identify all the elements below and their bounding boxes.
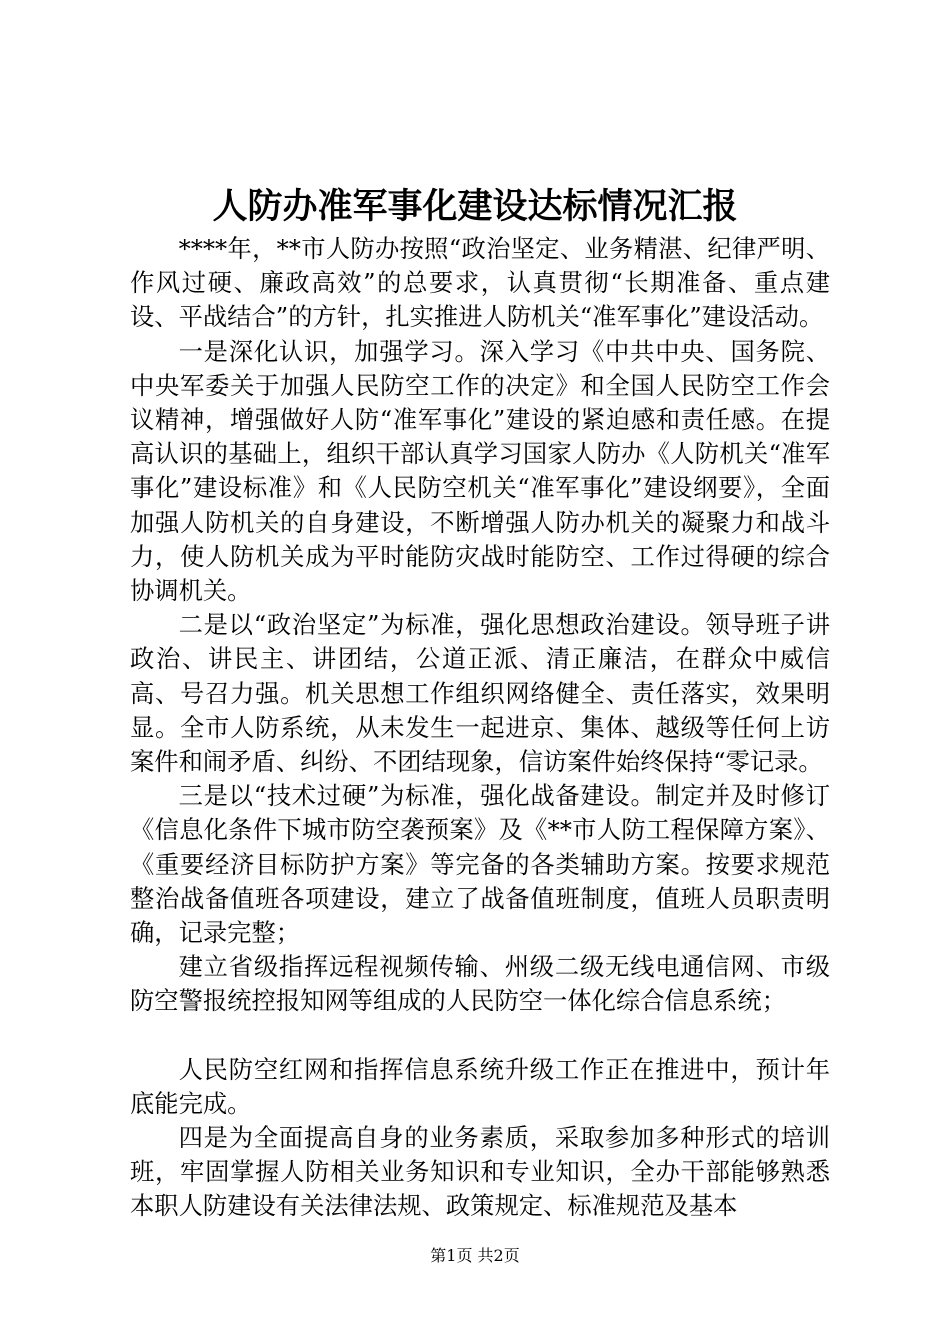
paragraph-intro: ****年，**市人防办按照“政治坚定、业务精湛、纪律严明、作风过硬、廉政高效”的总要求，认真贯彻“长期准备、重点建设、平战结合”的方针，扎实推进人防机关“准军事化”建设活动。 [130, 234, 830, 332]
paragraph-point-two: 二是以“政治坚定”为标准，强化思想政治建设。领导班子讲政治、讲民主、讲团结，公道正派、清正廉洁，在群众中威信高、号召力强。机关思想工作组织网络健全、责任落实，效果明显。全市人防系统，从未发生一起进京、集体、越级等任何上访案件和闹矛盾、纠纷、不团结现象，信访案件始终保持“零记录。 [130, 610, 830, 777]
paragraph-info-system: 建立省级指挥远程视频传输、州级二级无线电通信网、市级防空警报统控报知网等组成的人民防空一体化综合信息系统； [130, 952, 830, 1016]
page-indicator: 第1页 共2页 [430, 1246, 520, 1265]
paragraph-point-one: 一是深化认识，加强学习。深入学习《中共中央、国务院、中央军委关于加强人民防空工作的决定》和全国人民防空工作会议精神，增强做好人防“准军事化”建设的紧迫感和责任感。在提高认识的基础上，组织干部认真学习国家人防办《人防机关“准军事化”建设标准》和《人民防空机关“准军事化”建设纲要》，全面加强人防机关的自身建设，不断增强人防办机关的凝聚力和战斗力，使人防机关成为平时能防灾战时能防空、工作过得硬的综合协调机关。 [130, 336, 830, 606]
document-title: 人防办准军事化建设达标情况汇报 [212, 187, 738, 227]
paragraph-point-three: 三是以“技术过硬”为标准，强化战备建设。制定并及时修订《信息化条件下城市防空袭预案》及《**市人防工程保障方案》、《重要经济目标防护方案》等完备的各类辅助方案。按要求规范整治战备值班各项建设，建立了战备值班制度，值班人员职责明确，记录完整； [130, 781, 830, 948]
paragraph-point-four: 四是为全面提高自身的业务素质，采取参加多种形式的培训班，牢固掌握人防相关业务知识和专业知识，全办干部能够熟悉本职人防建设有关法律法规、政策规定、标准规范及基本 [130, 1123, 830, 1221]
paragraph-red-network: 人民防空红网和指挥信息系统升级工作正在推进中，预计年底能完成。 [130, 1054, 830, 1118]
document-body [130, 232, 830, 1224]
